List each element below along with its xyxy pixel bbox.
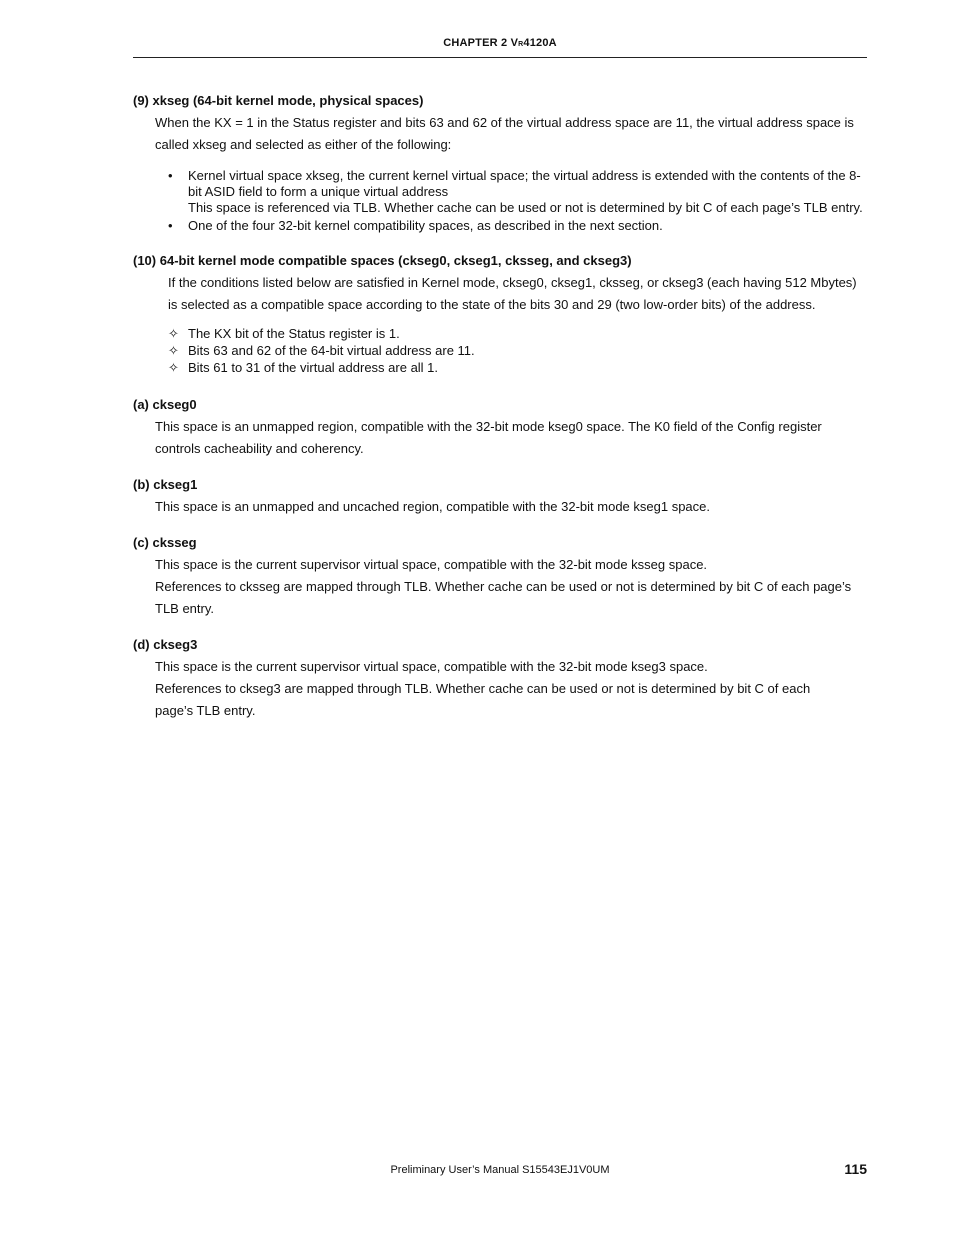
subsection-a [133, 396, 867, 460]
chapter-label: CHAPTER 2 V [443, 37, 519, 49]
paragraph: When the KX = 1 in the Status register and bits 63 and 62 of the virtual address space are 11, the virtual address space is called xkseg and selected as either of the following: [155, 115, 854, 152]
paragraph: This space is the current supervisor virtual space, compatible with the 32-bit mode ksseg space. [155, 557, 708, 572]
subsection-d [133, 636, 867, 722]
subsection-c [133, 534, 867, 620]
paragraph: This space is an unmapped region, compatible with the 32-bit mode kseg0 space. The K0 field of the Config register controls cacheability and coherency. [155, 419, 822, 456]
condition-list [133, 326, 867, 376]
page-body [133, 92, 867, 722]
list-item-text: Kernel virtual space xkseg, the current kernel virtual space; the virtual address is extended with the contents of the 8-bit ASID field to form a unique virtual address [188, 168, 861, 199]
list-item [168, 360, 867, 376]
list-item-text: The KX bit of the Status register is 1. [188, 326, 400, 341]
paragraph: This space is the current supervisor virtual space, compatible with the 32-bit mode kseg3 space. [155, 659, 708, 674]
paragraph: References to cksseg are mapped through TLB. Whether cache can be used or not is determined by bit C of each page’s TLB entry. [155, 579, 852, 616]
list-item [168, 168, 867, 216]
section-heading: (10) 64-bit kernel mode compatible spaces (ckseg0, ckseg1, cksseg, and ckseg3) [133, 253, 632, 268]
section-heading: (9) xkseg (64-bit kernel mode, physical spaces) [133, 93, 424, 108]
subsection-heading: (d) ckseg3 [133, 637, 198, 652]
list-item-text: This space is referenced via TLB. Whether cache can be used or not is determined by bit C of each page’s TLB entry. [188, 200, 863, 215]
page-number: 115 [844, 1161, 867, 1177]
section-9 [133, 92, 867, 234]
subsection-heading: (b) ckseg1 [133, 477, 198, 492]
list-item [168, 218, 867, 234]
list-item-text: Bits 61 to 31 of the virtual address are all 1. [188, 360, 439, 375]
chapter-model: 4120A [523, 37, 557, 49]
diamond-icon: ✧ [168, 343, 179, 358]
footer-manual-id: Preliminary User’s Manual S15543EJ1V0UM [390, 1164, 610, 1176]
subsection-heading: (c) cksseg [133, 535, 197, 550]
paragraph: If the conditions listed below are satisfied in Kernel mode, ckseg0, ckseg1, cksseg, or ckseg3 (each having 512 Mbytes) is selected as a compatible space according to the state of the bits 30 and 29 (two low-order bits) of the address. [168, 275, 857, 312]
bullet-mark: • [168, 168, 173, 183]
section-10 [133, 252, 867, 376]
bullet-list [133, 168, 867, 234]
list-item-text: One of the four 32-bit kernel compatibility spaces, as described in the next section. [188, 218, 663, 233]
subsection-heading: (a) ckseg0 [133, 397, 197, 412]
list-item [168, 326, 867, 342]
list-item-text: Bits 63 and 62 of the 64-bit virtual address are 11. [188, 343, 475, 358]
paragraph: This space is an unmapped and uncached region, compatible with the 32-bit mode kseg1 space. [155, 499, 711, 514]
paragraph: References to ckseg3 are mapped through TLB. Whether cache can be used or not is determined by bit C of each page’s TLB entry. [155, 681, 811, 718]
list-item [168, 343, 867, 359]
chapter-subscript: R [518, 41, 524, 48]
header-rule [133, 57, 867, 58]
diamond-icon: ✧ [168, 360, 179, 375]
subsection-b [133, 476, 867, 518]
bullet-mark: • [168, 218, 173, 233]
running-header [133, 37, 867, 49]
diamond-icon: ✧ [168, 326, 179, 341]
